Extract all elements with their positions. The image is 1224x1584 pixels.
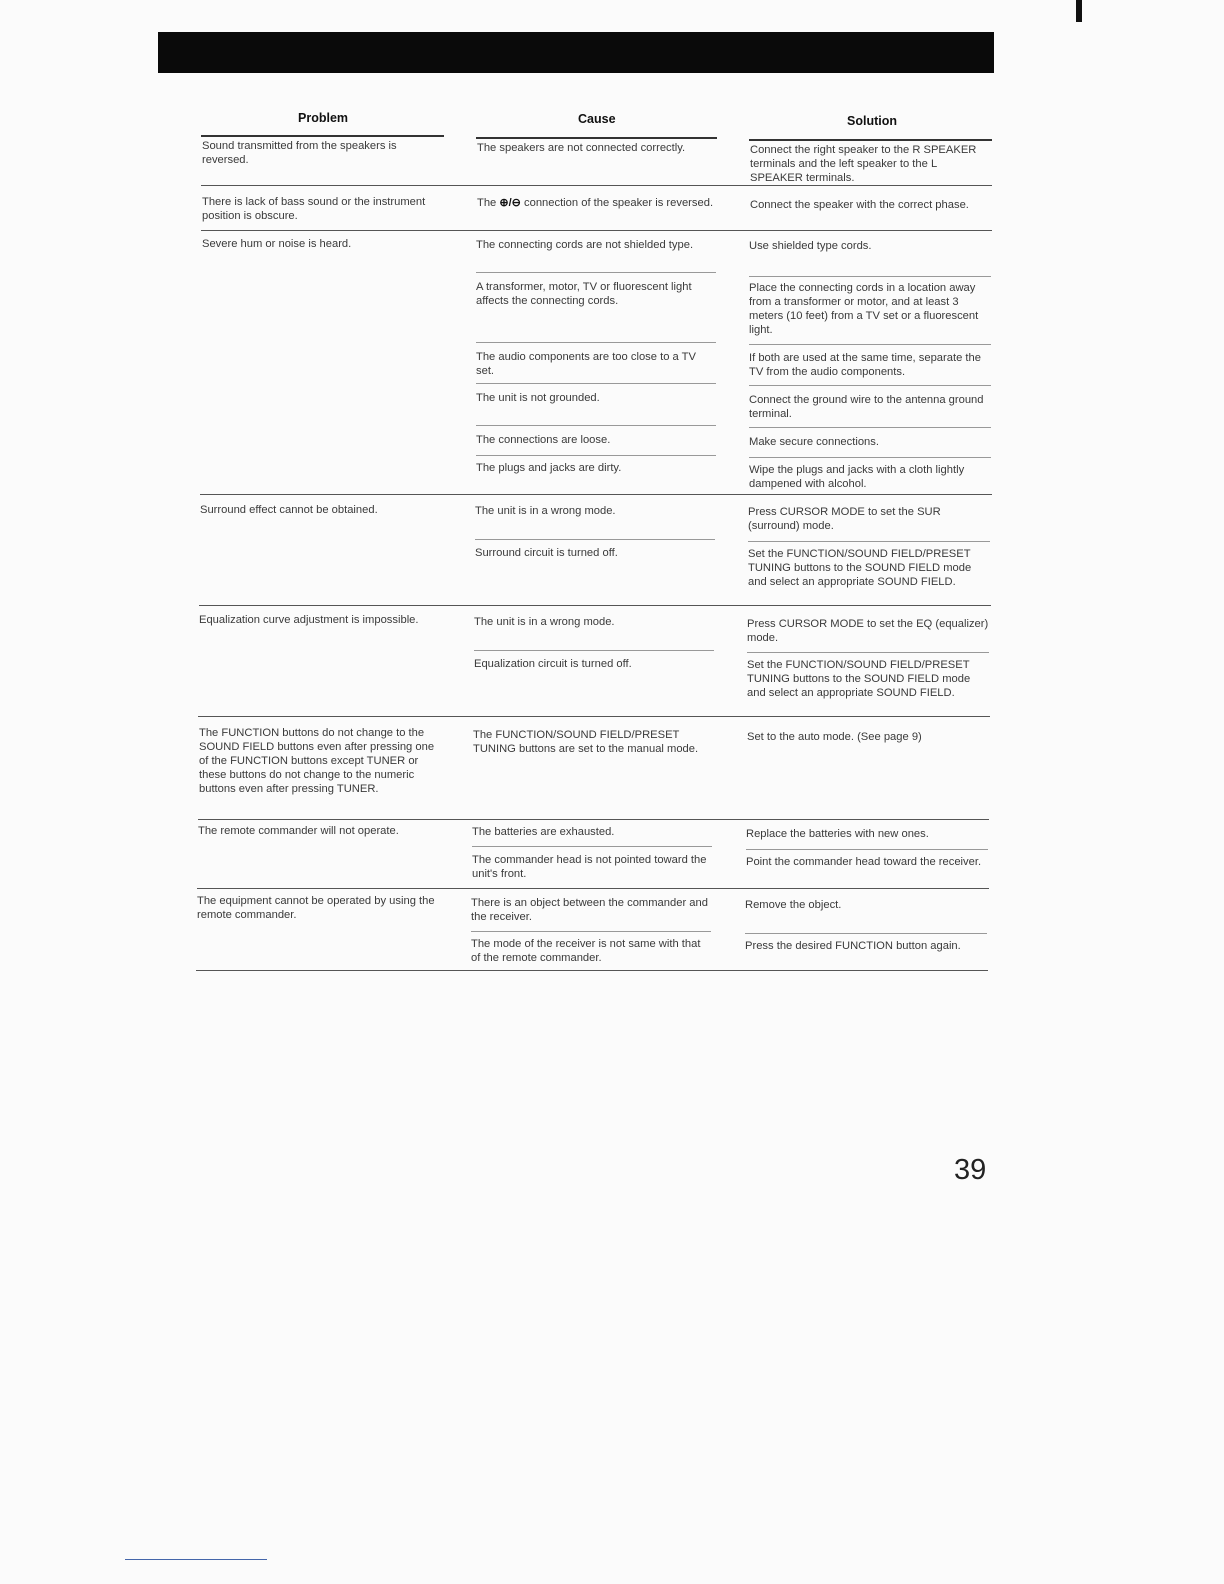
sub-divider: [749, 427, 991, 428]
problem-cell: The equipment cannot be operated by using the remote commander.: [197, 895, 435, 921]
sub-divider: [476, 425, 716, 426]
solution-cell: Connect the right speaker to the R SPEAKER terminals and the left speaker to the L SPEAKER terminals.: [750, 144, 977, 184]
rule-solution-header: [749, 139, 992, 141]
sub-divider: [474, 650, 714, 651]
table-bottom-rule: [196, 970, 988, 971]
header-solution: Solution: [847, 114, 897, 128]
sub-divider: [472, 846, 712, 847]
page-edge-marker: [1076, 0, 1082, 22]
header-cause: Cause: [578, 112, 616, 126]
solution-cell: Set the FUNCTION/SOUND FIELD/PRESET TUNING buttons to the SOUND FIELD mode and select an appropriate SOUND FIELD.: [748, 548, 972, 588]
sub-divider: [745, 933, 987, 934]
row-divider: [197, 888, 989, 889]
solution-cell: Press the desired FUNCTION button again.: [745, 940, 961, 952]
page-number: 39: [954, 1154, 987, 1186]
problem-cell: Sound transmitted from the speakers is reversed.: [202, 140, 397, 166]
rule-problem-header: [201, 135, 444, 137]
sub-divider: [476, 455, 716, 456]
solution-cell: Connect the ground wire to the antenna ground terminal.: [749, 394, 984, 420]
sub-divider: [476, 272, 716, 273]
solution-cell: Press CURSOR MODE to set the SUR (surround) mode.: [748, 506, 941, 532]
solution-cell: Set the FUNCTION/SOUND FIELD/PRESET TUNING buttons to the SOUND FIELD mode and select an appropriate SOUND FIELD.: [747, 659, 971, 699]
cause-cell: The unit is in a wrong mode.: [474, 616, 615, 628]
problem-cell: The FUNCTION buttons do not change to the SOUND FIELD buttons even after pressing one of the FUNCTION buttons except TUNER or these buttons do not change to the numeric buttons even after pressing TUNER.: [199, 727, 435, 795]
sub-divider: [749, 344, 991, 345]
solution-cell: Make secure connections.: [749, 436, 879, 448]
sub-divider: [476, 383, 716, 384]
solution-cell: Point the commander head toward the receiver.: [746, 856, 982, 868]
solution-cell: Replace the batteries with new ones.: [746, 828, 929, 840]
problem-cell: Severe hum or noise is heard.: [202, 238, 352, 250]
solution-cell: Use shielded type cords.: [749, 240, 872, 252]
row-divider: [200, 494, 992, 495]
header-bar: [158, 32, 994, 73]
cause-text: The: [477, 197, 500, 209]
cause-cell: Equalization circuit is turned off.: [474, 658, 632, 670]
row-divider: [198, 716, 990, 717]
sub-divider: [749, 385, 991, 386]
cause-cell: The unit is in a wrong mode.: [475, 505, 616, 517]
header-problem: Problem: [298, 111, 349, 125]
row-divider: [201, 185, 992, 186]
sub-divider: [475, 539, 715, 540]
cause-text: connection of the speaker is reversed.: [520, 197, 714, 209]
solution-cell: Set to the auto mode. (See page 9): [747, 731, 922, 743]
sub-divider: [747, 652, 989, 653]
sub-divider: [471, 931, 711, 932]
cause-cell: The connections are loose.: [476, 434, 611, 446]
cause-cell: The commander head is not pointed toward the unit's front.: [472, 854, 707, 880]
cause-cell: Surround circuit is turned off.: [475, 547, 618, 559]
sub-divider: [748, 541, 990, 542]
row-divider: [199, 605, 991, 606]
solution-cell: If both are used at the same time, separate the TV from the audio components.: [749, 352, 981, 378]
sub-divider: [476, 342, 716, 343]
cause-cell: The FUNCTION/SOUND FIELD/PRESET TUNING buttons are set to the manual mode.: [473, 729, 699, 755]
solution-cell: Place the connecting cords in a location away from a transformer or motor, and at least 3 meters (10 feet) from a TV set or a fluorescent light.: [749, 282, 979, 336]
cause-cell: The audio components are too close to a TV set.: [476, 351, 696, 377]
cause-cell: The mode of the receiver is not same with that of the remote commander.: [471, 938, 701, 964]
cause-cell: A transformer, motor, TV or fluorescent light affects the connecting cords.: [476, 281, 692, 307]
rule-cause-header: [476, 137, 717, 139]
cause-cell: The batteries are exhausted.: [472, 826, 615, 838]
problem-cell: The remote commander will not operate.: [198, 825, 399, 837]
sub-divider: [749, 276, 991, 277]
row-divider: [198, 819, 989, 820]
sub-divider: [749, 457, 991, 458]
problem-cell: Surround effect cannot be obtained.: [200, 504, 378, 516]
cause-cell: The speakers are not connected correctly.: [477, 142, 686, 154]
solution-cell: Connect the speaker with the correct phase.: [750, 199, 969, 211]
solution-cell: Press CURSOR MODE to set the EQ (equalizer) mode.: [747, 618, 989, 644]
sub-divider: [746, 849, 988, 850]
cause-cell: There is an object between the commander and the receiver.: [471, 897, 708, 923]
solution-cell: Remove the object.: [745, 899, 842, 911]
cause-cell: The plugs and jacks are dirty.: [476, 462, 622, 474]
row-divider: [201, 230, 992, 231]
cause-cell: [477, 196, 717, 210]
cause-cell: The connecting cords are not shielded type.: [476, 239, 694, 251]
polarity-symbol: ⊕/⊖: [499, 197, 521, 209]
problem-cell: There is lack of bass sound or the instrument position is obscure.: [202, 196, 426, 222]
solution-cell: Wipe the plugs and jacks with a cloth lightly dampened with alcohol.: [749, 464, 965, 490]
cause-cell: The unit is not grounded.: [476, 392, 600, 404]
footer-line: [125, 1559, 267, 1560]
problem-cell: Equalization curve adjustment is impossible.: [199, 614, 419, 626]
